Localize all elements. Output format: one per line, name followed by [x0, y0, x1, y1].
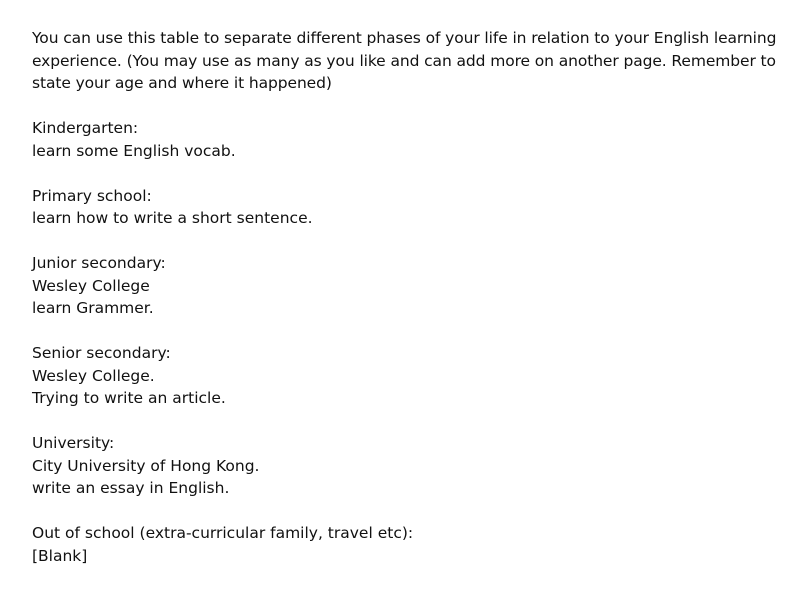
- section-entry: Trying to write an article.: [32, 389, 226, 407]
- section-heading: Junior secondary:: [32, 254, 166, 272]
- section-kindergarten: [32, 117, 767, 162]
- section-heading: Kindergarten:: [32, 119, 139, 137]
- section-out-of-school: [32, 522, 767, 567]
- section-entry: [Blank]: [32, 546, 88, 565]
- section-heading: Senior secondary:: [32, 344, 171, 362]
- intro-line: experience. (You may use as many as you like and can add more on another page. Remember to: [32, 51, 776, 70]
- section-heading: Out of school (extra-curricular family, travel etc):: [32, 524, 414, 542]
- section-entry: Wesley College: [32, 276, 150, 295]
- section-entry: City University of Hong Kong.: [32, 456, 260, 475]
- section-entry: learn Grammer.: [32, 299, 154, 317]
- section-heading: University:: [32, 434, 115, 452]
- section-senior-secondary: [32, 342, 767, 410]
- section-junior-secondary: [32, 252, 767, 320]
- section-entry: write an essay in English.: [32, 479, 230, 497]
- intro-line: state your age and where it happened): [32, 74, 332, 92]
- intro-line: You can use this table to separate different phases of your life in relation to your English learning: [32, 29, 777, 47]
- section-primary-school: [32, 185, 767, 230]
- document-page: [32, 27, 777, 567]
- section-heading: Primary school:: [32, 186, 152, 205]
- section-entry: learn how to write a short sentence.: [32, 209, 313, 227]
- section-university: [32, 432, 767, 500]
- intro-paragraph: [32, 27, 777, 95]
- section-entry: learn some English vocab.: [32, 141, 236, 160]
- section-entry: Wesley College.: [32, 366, 155, 385]
